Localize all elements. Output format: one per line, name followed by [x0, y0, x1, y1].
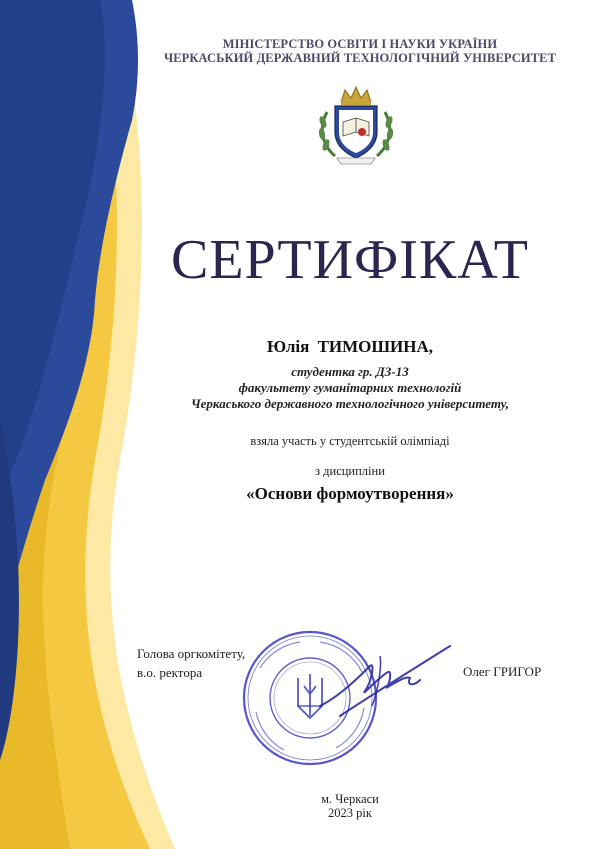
- university-coat-of-arms-icon: [313, 82, 399, 168]
- discipline-prefix: з дисципліни: [315, 464, 385, 478]
- participation-text: взяла участь у студентській олімпіаді: [250, 434, 450, 448]
- recipient-university: Черкаського державного технологічного університету,: [190, 396, 510, 411]
- university-name: ЧЕРКАСЬКИЙ ДЕРЖАВНИЙ ТЕХНОЛОГІЧНИЙ УНІВЕРСИТЕТ: [163, 51, 557, 65]
- recipient-name: Юлія ТИМОШИНА,: [266, 337, 434, 356]
- certificate-title: СЕРТИФІКАТ: [170, 229, 529, 291]
- recipient-faculty: факультету гуманітарних технологій: [238, 380, 462, 395]
- city: м. Черкаси: [321, 792, 379, 806]
- year: 2023 рік: [328, 806, 372, 820]
- signer-role-line1: Голова оргкомітету,: [137, 646, 246, 661]
- handwritten-signature: [310, 636, 460, 726]
- signer-name: Олег ГРИГОР: [463, 664, 542, 679]
- decorative-wave: [0, 0, 203, 849]
- ministry-name: МІНІСТЕРСТВО ОСВІТИ І НАУКИ УКРАЇНИ: [222, 37, 498, 51]
- recipient-group: студентка гр. ДЗ-13: [291, 364, 409, 379]
- signer-role-line2: в.о. ректора: [137, 665, 203, 680]
- discipline-name: «Основи формоутворення»: [246, 484, 454, 503]
